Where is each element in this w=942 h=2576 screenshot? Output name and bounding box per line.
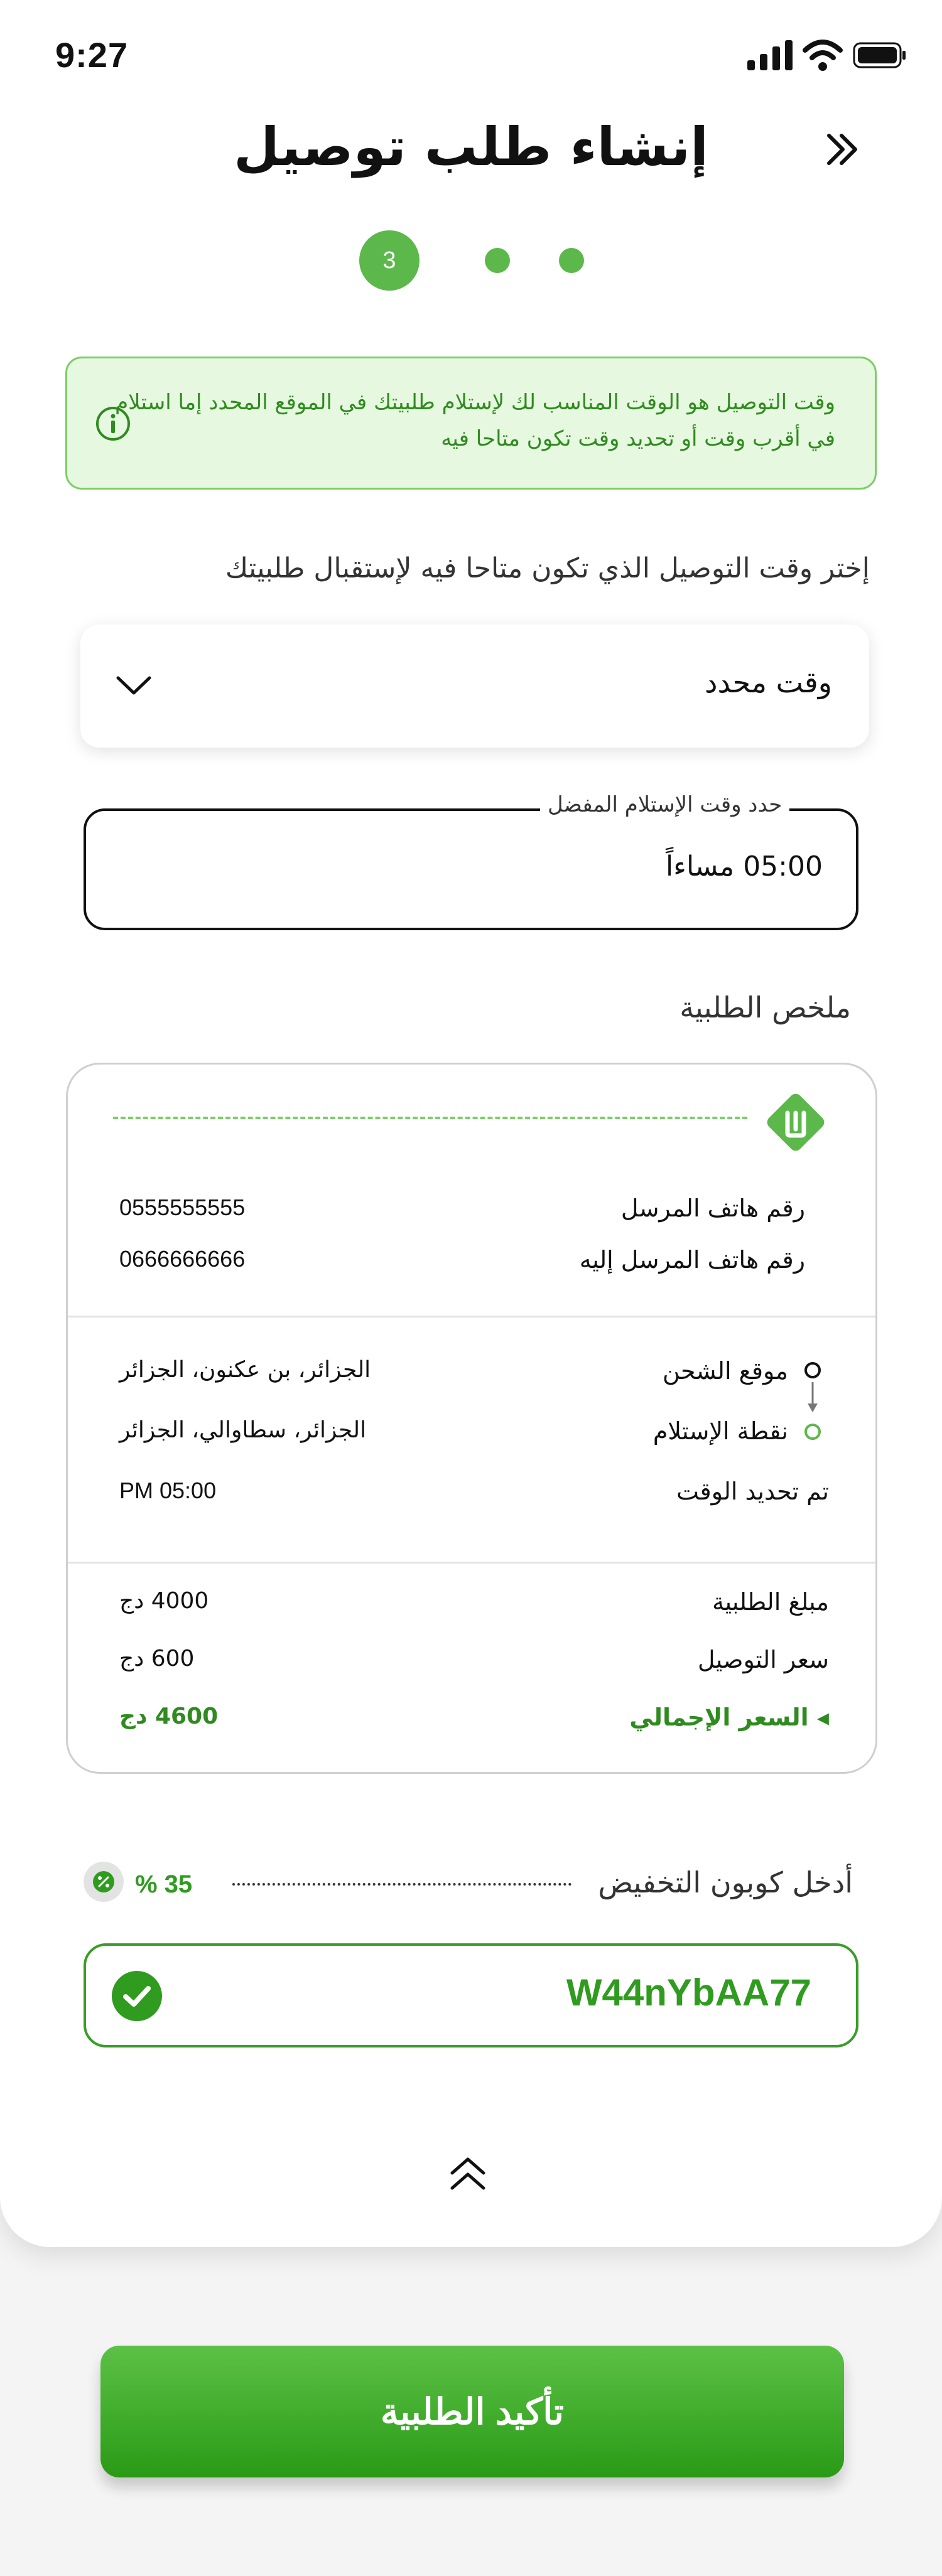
coupon-code-value: W44nYbAA77 xyxy=(566,1972,811,2014)
discount-percent: % 35 xyxy=(135,1870,193,1898)
info-text: وقت التوصيل هو الوقت المناسب لك لإستلام طلبيتك في الموقع المحدد إما استلام في أقرب وقت أو تحديد وقت تكون متاحا فيه xyxy=(115,390,835,451)
step-dot-1 xyxy=(559,248,584,273)
dropoff-label: نقطة الإستلام xyxy=(652,1417,788,1445)
time-set-value: PM 05:00 xyxy=(119,1478,217,1503)
summary-title: ملخص الطلبية xyxy=(679,990,851,1024)
delivery-price-label: سعر التوصيل xyxy=(698,1646,829,1673)
order-amount-label: مبلغ الطلبية xyxy=(712,1588,829,1616)
confirm-order-button[interactable]: تأكيد الطلبية xyxy=(100,2346,844,2477)
sender-phone-value: 0555555555 xyxy=(119,1194,246,1220)
check-circle-icon xyxy=(112,1971,162,2021)
card-divider-1 xyxy=(68,1316,875,1318)
coupon-label: أدخل كوبون التخفيض xyxy=(598,1865,853,1899)
preferred-time-value: 05:00 مساءاً xyxy=(666,851,823,883)
pickup-label: موقع الشحن xyxy=(663,1357,788,1385)
info-icon xyxy=(94,405,132,443)
delivery-time-question: إختر وقت التوصيل الذي تكون متاحا فيه لإستقبال طلبيتك xyxy=(225,552,870,584)
back-chevrons-icon[interactable] xyxy=(816,124,867,174)
dropoff-value: الجزائر، سطاوالي، الجزائر xyxy=(119,1417,367,1443)
total-label: ◂ السعر الإجمالي xyxy=(629,1704,829,1731)
order-amount-value: 4000 دج xyxy=(119,1588,209,1614)
preferred-time-label: حدد وقت الإستلام المفضل xyxy=(540,792,789,817)
pickup-value: الجزائر، بن عكنون، الجزائر xyxy=(119,1357,371,1383)
card-dashed-divider xyxy=(113,1117,747,1119)
page-title: إنشاء طلب توصيل xyxy=(234,116,708,178)
card-divider-2 xyxy=(68,1562,875,1564)
route-arrow-icon xyxy=(806,1381,820,1416)
discount-badge-icon xyxy=(83,1861,124,1902)
chevron-down-icon[interactable] xyxy=(114,670,153,700)
wifi-icon xyxy=(803,38,843,73)
dropdown-selected-value: وقت محدد xyxy=(705,665,832,699)
signal-icon xyxy=(746,39,796,72)
delivery-price-value: 600 دج xyxy=(119,1646,195,1672)
total-value: 4600 دج xyxy=(119,1704,219,1729)
coupon-dotted-line xyxy=(232,1883,571,1886)
receiver-phone-label: رقم هاتف المرسل إليه xyxy=(579,1246,805,1274)
step-indicator-active: 3 xyxy=(359,230,420,291)
collapse-up-icon[interactable] xyxy=(446,2154,490,2194)
step-dot-2 xyxy=(485,248,510,273)
dropoff-dot-icon xyxy=(804,1424,821,1440)
status-time: 9:27 xyxy=(55,35,129,75)
receiver-phone-value: 0666666666 xyxy=(119,1246,246,1272)
pickup-dot-icon xyxy=(804,1362,821,1378)
sender-phone-label: رقم هاتف المرسل xyxy=(620,1194,805,1222)
brand-logo-icon xyxy=(761,1088,830,1157)
time-set-label: تم تحديد الوقت xyxy=(676,1478,829,1505)
battery-icon xyxy=(853,41,907,69)
